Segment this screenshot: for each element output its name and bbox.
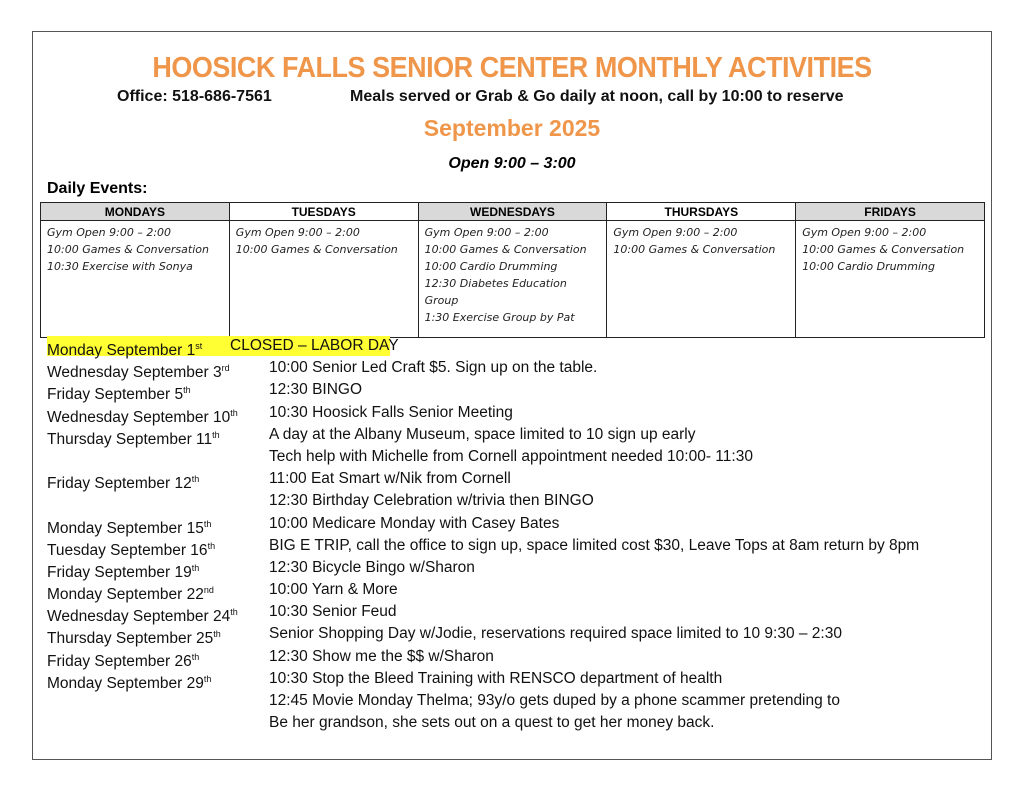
event-text: 12:30 Birthday Celebration w/trivia then BINGO xyxy=(269,492,594,510)
event-text: 10:30 Hoosick Falls Senior Meeting xyxy=(269,403,513,421)
event-date-text: Monday September 29 xyxy=(47,674,204,692)
date-suffix: th xyxy=(191,651,200,662)
day-cell-wednesdays xyxy=(418,221,607,338)
daily-event-item: Gym Open 9:00 – 2:00 xyxy=(235,226,360,239)
daily-event-item: 12:30 Diabetes Education Group xyxy=(424,277,567,307)
daily-event-item: 10:00 Cardio Drumming xyxy=(424,260,558,273)
day-header-thursdays: THURSDAYS xyxy=(607,203,796,221)
event-date-text: Wednesday September 10 xyxy=(47,408,231,426)
event-date xyxy=(47,468,199,495)
event-date-text: Thursday September 25 xyxy=(47,630,214,648)
day-header-fridays: FRIDAYS xyxy=(796,203,985,221)
event-date-text: Tuesday September 16 xyxy=(47,541,208,559)
event-text: 12:45 Movie Monday Thelma; 93y/o gets duped by a phone scammer pretending to xyxy=(269,692,840,709)
event-date-text: Friday September 12 xyxy=(47,475,192,493)
event-text: Tech help with Michelle from Cornell appointment needed 10:00- 11:30 xyxy=(269,447,753,465)
event-date-text: Friday September 5 xyxy=(47,386,184,404)
event-text: 11:00 Eat Smart w/Nik from Cornell xyxy=(269,470,511,488)
day-cell-fridays xyxy=(796,221,985,338)
event-date-text: Monday September 15 xyxy=(47,519,204,537)
event-date-text: Friday September 19 xyxy=(47,564,192,582)
event-text: CLOSED – LABOR DAY xyxy=(230,337,399,354)
day-cell-tuesdays xyxy=(229,221,418,338)
day-cell-mondays xyxy=(41,221,230,338)
daily-events-label: Daily Events: xyxy=(47,180,148,197)
event-date-text: Wednesday September 24 xyxy=(47,608,231,626)
daily-event-item: 10:00 Cardio Drumming xyxy=(802,260,935,273)
date-suffix: th xyxy=(191,474,200,485)
event-date xyxy=(47,424,220,451)
event-text: 12:30 Show me the $$ w/Sharon xyxy=(269,647,494,665)
day-header-tuesdays: TUESDAYS xyxy=(229,203,418,221)
event-text: BIG E TRIP, call the office to sign up, space limited cost $30, Leave Tops at 8am return by 8pm xyxy=(269,536,920,554)
daily-events-table xyxy=(40,202,985,338)
event-date-text: Monday September 1 xyxy=(47,342,196,360)
day-header-wednesdays: WEDNESDAYS xyxy=(418,203,607,221)
daily-event-item: 10:30 Exercise with Sonya xyxy=(47,260,193,273)
daily-event-item: 10:00 Games & Conversation xyxy=(235,243,398,256)
date-suffix: th xyxy=(213,629,221,640)
event-date-text: Thursday September 11 xyxy=(47,430,213,448)
daily-event-item: Gym Open 9:00 – 2:00 xyxy=(424,226,549,239)
date-suffix: rd xyxy=(221,363,230,374)
event-text: 10:00 Senior Led Craft $5. Sign up on the table. xyxy=(269,359,598,377)
daily-event-item: Gym Open 9:00 – 2:00 xyxy=(802,226,927,239)
open-hours: Open 9:00 – 3:00 xyxy=(448,155,576,172)
event-date xyxy=(47,668,211,695)
daily-event-item: 10:00 Games & Conversation xyxy=(802,243,965,256)
daily-event-item: Gym Open 9:00 – 2:00 xyxy=(613,226,738,239)
event-date-text: Wednesday September 3 xyxy=(47,364,222,382)
event-text: 10:30 Senior Feud xyxy=(269,603,397,621)
event-text: 10:00 Medicare Monday with Casey Bates xyxy=(269,514,560,532)
event-date-text: Friday September 26 xyxy=(47,652,192,670)
date-suffix: st xyxy=(195,341,203,351)
event-text: 12:30 Bicycle Bingo w/Sharon xyxy=(269,558,475,576)
page-title: HOOSICK FALLS SENIOR CENTER MONTHLY ACTIVITIES xyxy=(152,52,872,84)
date-suffix: th xyxy=(191,562,200,573)
date-suffix: th xyxy=(203,518,212,529)
day-header-mondays: MONDAYS xyxy=(41,203,230,221)
event-text: 10:00 Yarn & More xyxy=(269,581,398,599)
date-suffix: th xyxy=(212,429,220,440)
event-text: A day at the Albany Museum, space limited to 10 sign up early xyxy=(269,425,696,443)
event-text: Be her grandson, she sets out on a quest to get her money back. xyxy=(269,714,715,732)
event-date-text: Monday September 22 xyxy=(47,586,204,604)
date-suffix: th xyxy=(207,540,216,551)
month-heading: September 2025 xyxy=(423,115,601,141)
daily-event-item: 10:00 Games & Conversation xyxy=(47,243,209,256)
daily-event-item: 10:00 Games & Conversation xyxy=(613,243,776,256)
day-cell-thursdays xyxy=(607,221,796,338)
date-suffix: nd xyxy=(203,585,214,596)
daily-event-item: 1:30 Exercise Group by Pat xyxy=(424,311,575,324)
event-text: 10:30 Stop the Bleed Training with RENSCO department of health xyxy=(269,669,723,687)
meals-info: Meals served or Grab & Go daily at noon, call by 10:00 to reserve xyxy=(350,88,844,105)
daily-event-item: Gym Open 9:00 – 2:00 xyxy=(47,226,172,239)
date-suffix: th xyxy=(203,673,212,684)
event-text: Senior Shopping Day w/Jodie, reservations required space limited to 10 9:30 – 2:30 xyxy=(269,625,842,643)
date-suffix: th xyxy=(230,607,238,618)
event-text: 12:30 BINGO xyxy=(269,381,363,399)
daily-event-item: 10:00 Games & Conversation xyxy=(424,243,587,256)
office-phone: Office: 518-686-7561 xyxy=(117,88,272,105)
date-suffix: th xyxy=(230,407,238,418)
date-suffix: th xyxy=(183,385,191,396)
